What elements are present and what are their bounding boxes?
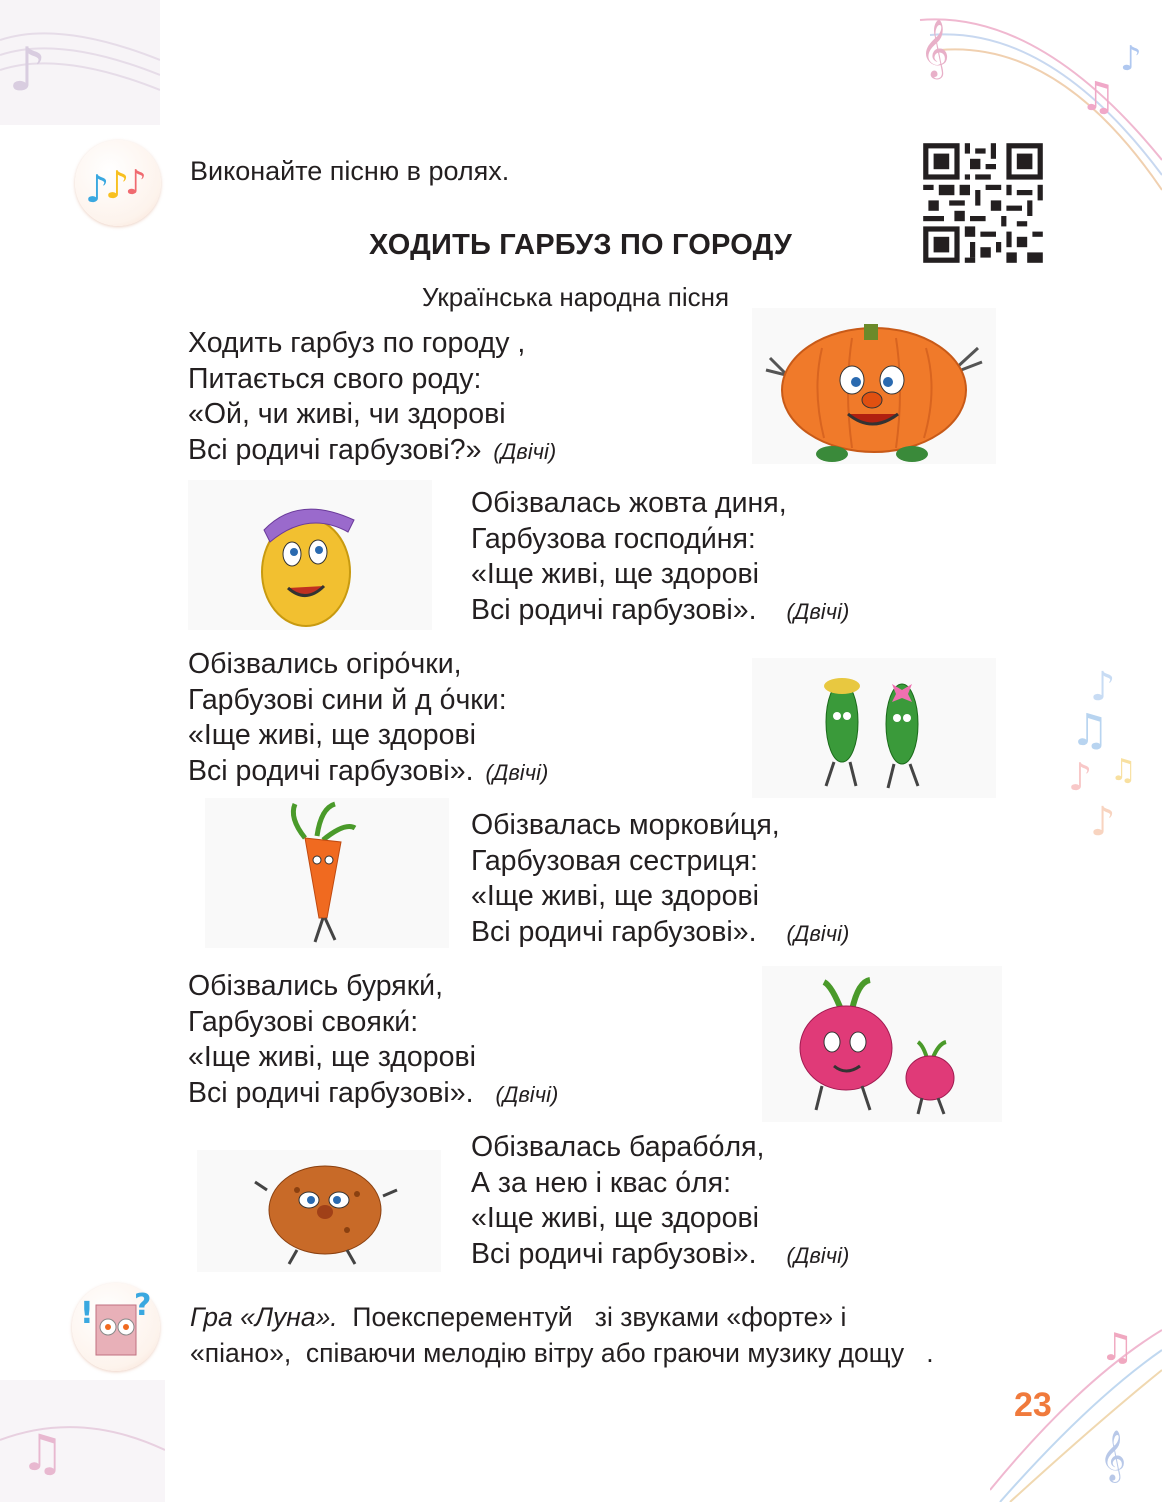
svg-text:♫: ♫	[1110, 753, 1137, 788]
game-text-line-2: «піано», співаючи мелодію вітру або граючи музику дощу .	[190, 1338, 934, 1368]
stanza-line: Питається свого роду:	[188, 362, 482, 395]
stanza-line: Обізвалась жовта диня,	[471, 487, 787, 519]
refrain-mark: (Двічі)	[786, 920, 850, 946]
stanza-line: «Іще живі, ще здорові	[471, 880, 759, 912]
svg-text:♪: ♪	[1090, 799, 1116, 845]
svg-text:♪: ♪	[1090, 664, 1116, 710]
svg-text:♫: ♫	[1100, 1325, 1135, 1369]
svg-text:♪: ♪	[8, 35, 47, 105]
stanza-line: Обізвалась моркови́ця,	[471, 809, 780, 841]
music-decoration-top-left	[0, 0, 160, 130]
melon-illustration	[188, 480, 432, 630]
svg-text:♪: ♪	[85, 167, 110, 211]
svg-text:♪: ♪	[1120, 39, 1142, 79]
game-task	[190, 1299, 934, 1371]
stanza-line: Гарбузовая сестриця:	[471, 844, 758, 877]
cucumbers-illustration	[752, 658, 996, 798]
music-notes-icon	[75, 140, 161, 226]
refrain-mark: (Двічі)	[493, 438, 557, 464]
potato-illustration	[197, 1150, 441, 1272]
stanza-line: А за нею і квас о́ля:	[471, 1166, 732, 1199]
svg-text:♪: ♪	[125, 163, 147, 203]
stanza-line: Обізвалась барабо́ля,	[471, 1131, 765, 1163]
game-name: Гра «Луна».	[190, 1302, 338, 1332]
stanza-line: Гарбузові сини й д о́чки:	[188, 683, 507, 716]
stanza-line: Обізвались огіро́чки,	[188, 648, 462, 680]
svg-text:♫: ♫	[1080, 74, 1116, 120]
task-instruction: Виконайте пісню в ролях.	[190, 156, 510, 186]
game-text-line-1: Поексперементуй зі звуками «форте» і	[337, 1302, 847, 1332]
stanza-line: Всі родичі гарбузові?»	[188, 433, 482, 466]
stanza-line: Всі родичі гарбузові».	[471, 593, 757, 626]
song-title: ХОДИТЬ ГАРБУЗ ПО ГОРОДУ	[369, 229, 793, 261]
stanza-5	[188, 969, 558, 1112]
stanza-line: Гарбузова господи́ня:	[471, 522, 756, 555]
stanza-line: Всі родичі гарбузові».	[471, 915, 757, 948]
owl-question-icon	[72, 1283, 160, 1371]
stanza-line: «Іще живі, ще здорові	[471, 558, 759, 590]
svg-text:!: !	[80, 1296, 94, 1331]
stanza-line: Всі родичі гарбузові».	[188, 754, 474, 787]
qr-code-icon[interactable]	[916, 138, 1050, 268]
stanza-2	[471, 486, 849, 629]
stanza-1	[188, 326, 556, 469]
svg-text:♫: ♫	[1070, 705, 1110, 756]
stanza-line: «Ой, чи живі, чи здорові	[188, 398, 506, 430]
stanza-line: «Іще живі, ще здорові	[188, 719, 476, 751]
stanza-6	[471, 1130, 849, 1273]
stanza-3	[188, 647, 548, 790]
svg-text:♪: ♪	[1068, 755, 1093, 799]
refrain-mark: (Двічі)	[786, 598, 850, 624]
stanza-4	[471, 808, 849, 951]
carrot-illustration	[205, 798, 449, 948]
stanza-line: Ходить гарбуз по городу ,	[188, 327, 526, 359]
stanza-line: Гарбузові свояки́:	[188, 1005, 419, 1038]
svg-text:𝄞: 𝄞	[1100, 1430, 1127, 1481]
stanza-line: Обізвались буряки́,	[188, 970, 444, 1002]
refrain-mark: (Двічі)	[485, 759, 549, 785]
svg-text:𝄞: 𝄞	[920, 19, 950, 77]
svg-text:♪: ♪	[105, 163, 130, 207]
page-number: 23	[1014, 1386, 1052, 1424]
svg-text:?: ?	[134, 1288, 152, 1323]
pumpkin-illustration	[752, 308, 996, 464]
stanza-line: «Іще живі, ще здорові	[188, 1041, 476, 1073]
music-notes-side-decoration	[1060, 650, 1160, 850]
refrain-mark: (Двічі)	[495, 1081, 559, 1107]
stanza-line: Всі родичі гарбузові».	[471, 1237, 757, 1270]
stanza-line: Всі родичі гарбузові».	[188, 1076, 474, 1109]
music-decoration-bottom-left	[0, 1380, 165, 1502]
song-subtitle: Українська народна пісня	[422, 282, 730, 312]
svg-text:♫: ♫	[20, 1424, 65, 1482]
refrain-mark: (Двічі)	[786, 1242, 850, 1268]
beets-illustration	[762, 966, 1002, 1122]
stanza-line: «Іще живі, ще здорові	[471, 1202, 759, 1234]
